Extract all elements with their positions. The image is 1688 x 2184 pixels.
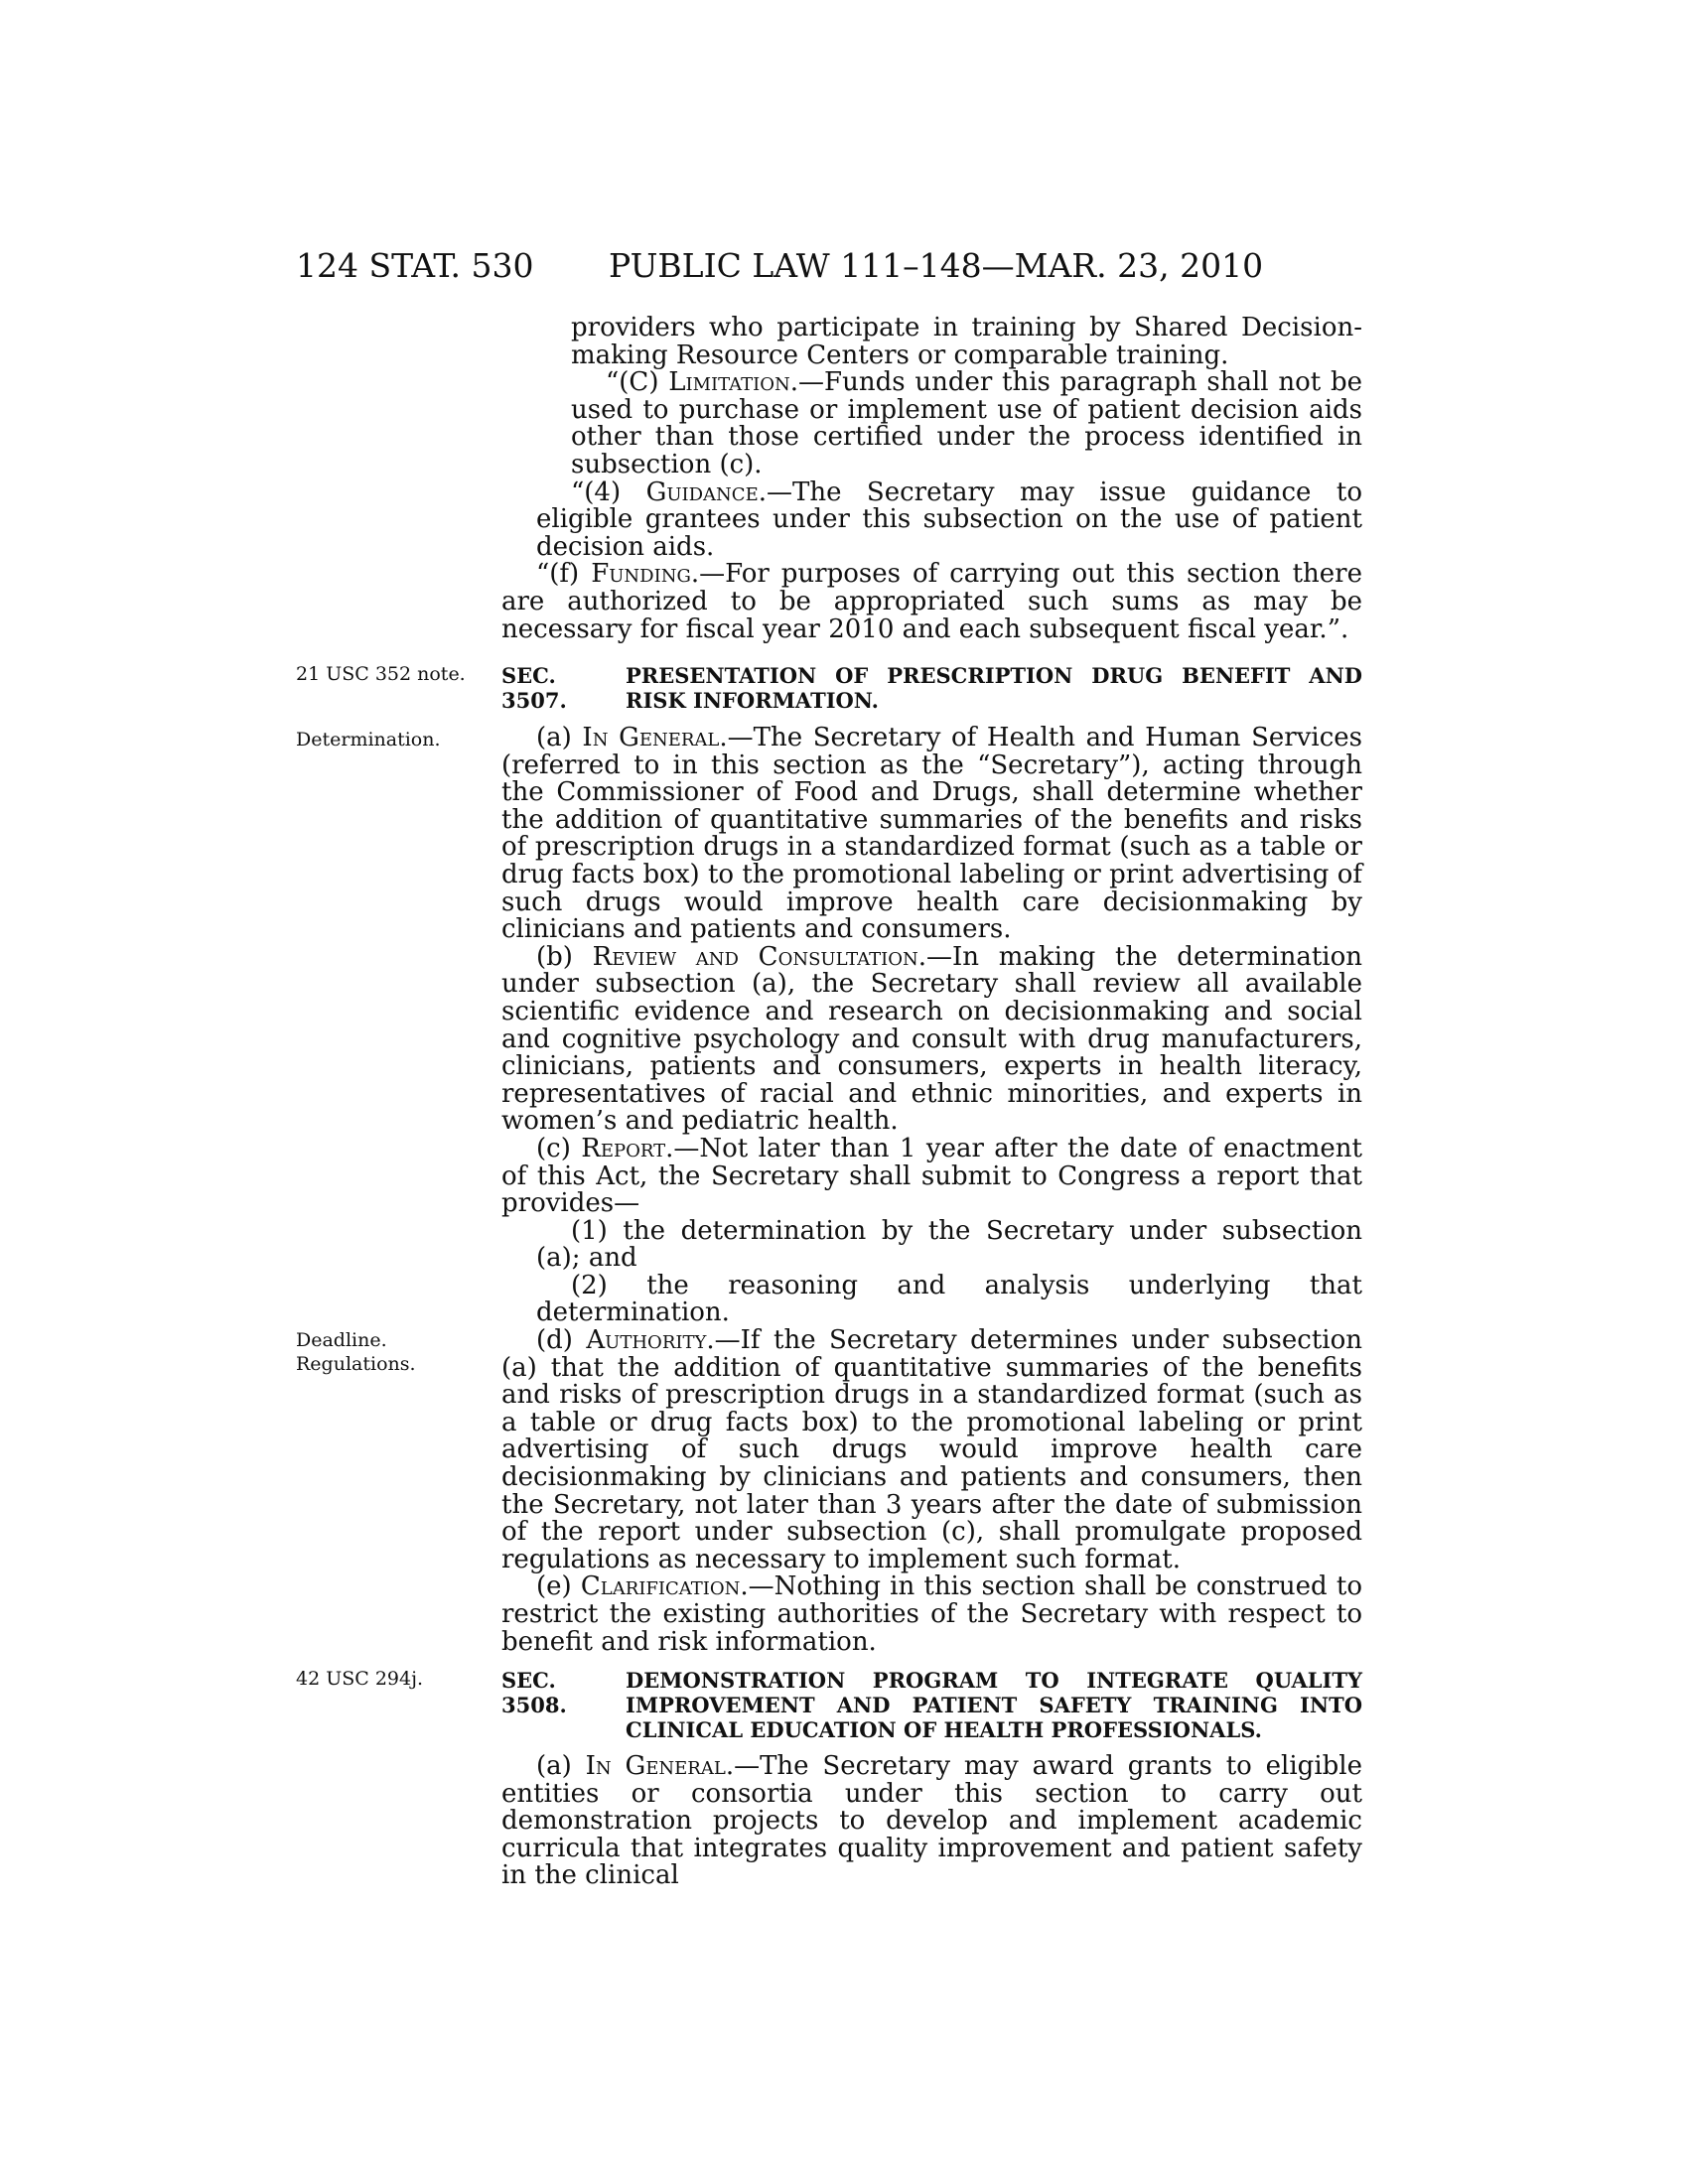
section-3508-body: [501, 1753, 1362, 1890]
margin-note-usc-294j: 42 USC 294j.: [296, 1668, 424, 1690]
subsection-a-in-general: (a) In General.—The Secretary of Health and Human Services (referred to in this section as the “Secretary”), acting through the Commissioner of Food and Drugs, shall determine whether the addition of quantitative summaries of the benefits and risks of prescription drugs in a standardized format (such as a table or drug facts box) to the promotional labeling or print advertising of such drugs would improve health care decisionmaking by clinicians and patients and consumers.: [501, 723, 1362, 945]
margin-note-usc-352: 21 USC 352 note.: [296, 663, 466, 685]
section-3507-heading: [501, 663, 1362, 713]
section-3508-label: SEC. 3508.: [501, 1668, 567, 1717]
paragraph-guidance: “(4) Guidance.—The Secretary may issue guidance to eligible grantees under this subsection on the use of patient decision aids.: [536, 477, 1362, 562]
paragraph-funding: “(f) Funding.—For purposes of carrying out this section there are authorized to be appropriated such sums as may be necessary for fiscal year 2010 and each subsequent fiscal year.”.: [501, 559, 1362, 644]
margin-note-deadline: Deadline.: [296, 1329, 387, 1351]
subsection-e-clarification: (e) Clarification.—Nothing in this section shall be construed to restrict the existing authorities of the Secretary with respect to benefit and risk information.: [501, 1571, 1362, 1657]
section-3508-title: DEMONSTRATION PROGRAM TO INTEGRATE QUALITY IMPROVEMENT AND PATIENT SAFETY TRAINING INTO CLINICAL EDUCATION OF HEALTH PROFESSIONALS.: [626, 1668, 1362, 1742]
paragraph-c2: (2) the reasoning and analysis underlying that determination.: [536, 1270, 1362, 1328]
section-3507-body: [501, 725, 1362, 1656]
page-reference: 124 STAT. 530: [296, 246, 534, 285]
subsection-b-review: (b) Review and Consultation.—In making the determination under subsection (a), the Secretary shall review all available scientific evidence and research on decisionmaking and social and cognitive psychology and consult with drug manufacturers, clinicians, patients and consumers, experts in health literacy, representatives of racial and ethnic minorities, and experts in women’s and pediatric health.: [501, 941, 1362, 1137]
margin-note-determination: Determination.: [296, 729, 441, 751]
subsection-d-authority: (d) Authority.—If the Secretary determines under subsection (a) that the addition of quantitative summaries of the benefits and risks of prescription drugs in a standardized format (such as a table or drug facts box) to the promotional labeling or print advertising of such drugs would improve health care decisionmaking by clinicians and patients and consumers, then the Secretary, not later than 3 years after the date of submission of the report under subsection (c), shall promulgate proposed regulations as necessary to implement such format.: [501, 1325, 1362, 1574]
section-3507-label: SEC. 3507.: [501, 663, 567, 713]
margin-note-regulations: Regulations.: [296, 1353, 416, 1375]
continuation-block: [501, 315, 1362, 643]
subsection-c-report: (c) Report.—Not later than 1 year after the date of enactment of this Act, the Secretary shall submit to Congress a report that provides—: [501, 1133, 1362, 1219]
paragraph-limitation: “(C) Limitation.—Funds under this paragraph shall not be used to purchase or implement use of patient decision aids other than those certified under the process identified in subsection (c).: [571, 367, 1362, 479]
paragraph-providers: providers who participate in training by Shared Decision-making Resource Centers or comparable training.: [571, 313, 1362, 370]
section-3507-title: PRESENTATION OF PRESCRIPTION DRUG BENEFIT AND RISK INFORMATION.: [626, 663, 1362, 713]
paragraph-c1: (1) the determination by the Secretary under subsection (a); and: [536, 1215, 1362, 1274]
running-title: PUBLIC LAW 111–148—MAR. 23, 2010: [609, 246, 1264, 285]
section-3508-subsection-a: (a) In General.—The Secretary may award grants to eligible entities or consortia under this section to carry out demonstration projects to develop and implement academic curricula that integrates quality improvement and patient safety in the clinical: [501, 1751, 1362, 1891]
section-3508-heading: [501, 1668, 1362, 1742]
